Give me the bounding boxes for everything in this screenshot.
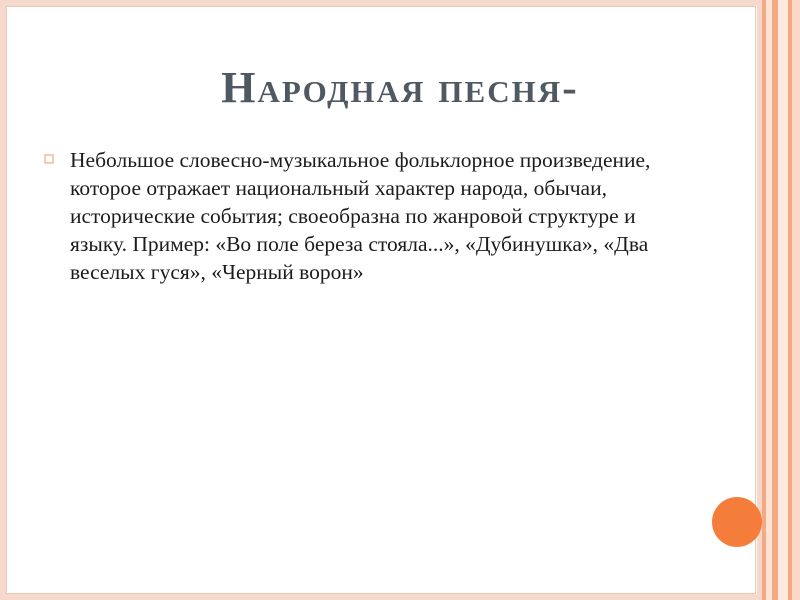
decor-stripe — [778, 0, 788, 600]
bullet-icon — [44, 154, 54, 164]
bullet-text: Небольшое словесно-музыкальное фольклорное произведение, которое отражает национальный характер народа, обычаи, исторические события; своеобразна по жанровой структуре и языку. Пример: «Во поле береза стояла...», «Дубинушка», «Два веселых гуся», «Черный ворон» — [70, 148, 651, 284]
decor-stripe — [792, 0, 800, 600]
frame-bottom — [0, 594, 800, 600]
bullet-item — [44, 146, 684, 286]
slide-title: Народная песня- — [221, 63, 579, 112]
orange-circle-icon — [712, 497, 762, 547]
